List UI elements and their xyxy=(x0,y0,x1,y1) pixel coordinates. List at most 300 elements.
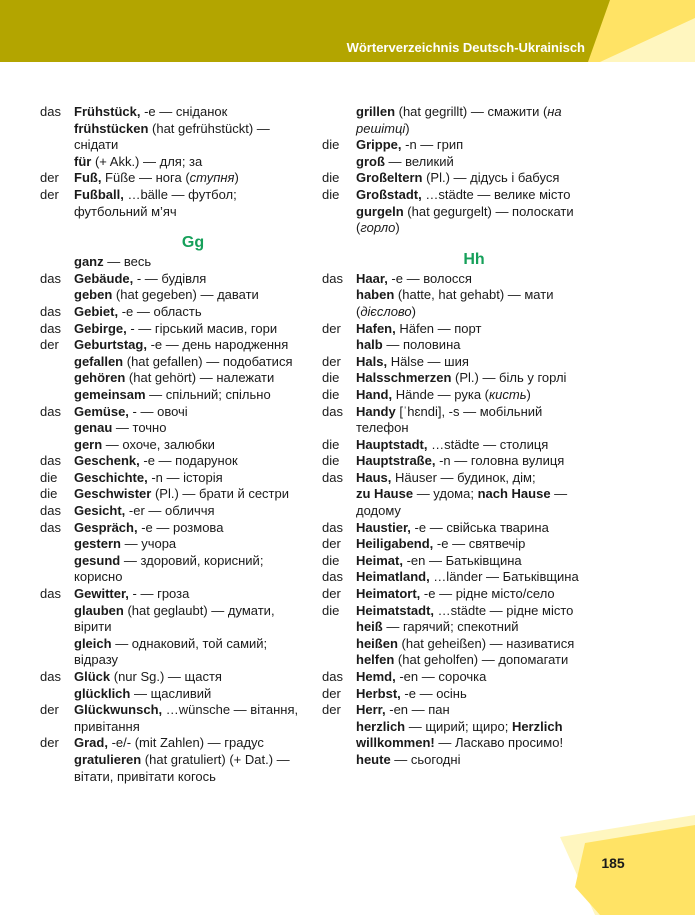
dictionary-entry xyxy=(322,619,592,636)
entry-headword: Heimatland, xyxy=(356,569,430,585)
entry-translation: — Ласкаво просимо! xyxy=(434,735,564,751)
entry-headword: für xyxy=(74,153,92,169)
dictionary-entry xyxy=(40,486,312,503)
entry-translation: (hat geglaubt) — думати, вірити xyxy=(74,602,275,635)
entry-article xyxy=(322,337,356,354)
dictionary-entry xyxy=(322,603,592,620)
dictionary-entry xyxy=(40,536,312,553)
dictionary-entry xyxy=(40,420,312,437)
entry-headword: Geschwister xyxy=(74,486,152,502)
entry-headword: herzlich xyxy=(356,718,406,734)
entry-headword: frühstücken xyxy=(74,120,149,136)
entry-article: das xyxy=(40,303,61,319)
dictionary-entry xyxy=(322,586,592,603)
dictionary-entry xyxy=(40,586,312,603)
dictionary-entry xyxy=(40,170,312,187)
entry-translation: (Pl.) — біль у горлі xyxy=(451,370,567,386)
dictionary-entry xyxy=(322,470,592,487)
entry-body xyxy=(356,520,592,537)
entry-translation: — великий xyxy=(384,153,454,169)
entry-article: der xyxy=(40,702,59,718)
dictionary-entry xyxy=(322,486,592,519)
entry-translation: -en — Батьківщина xyxy=(402,552,522,568)
entry-article xyxy=(322,486,356,519)
entry-headword: Glück xyxy=(74,669,111,684)
entry-note: дієслово xyxy=(360,303,412,319)
entry-body xyxy=(74,752,312,785)
entry-body xyxy=(74,287,312,304)
entry-article xyxy=(40,287,74,304)
entry-headword: Großstadt, xyxy=(356,186,422,202)
entry-body xyxy=(74,453,312,470)
entry-translation: - — гроза xyxy=(128,586,190,602)
entry-article: das xyxy=(322,469,343,485)
entry-article xyxy=(322,204,356,237)
entry-translation: -er — обличчя xyxy=(125,503,215,519)
entry-body xyxy=(356,137,592,154)
dictionary-entry xyxy=(322,437,592,454)
entry-article: der xyxy=(40,337,59,353)
entry-body xyxy=(356,719,592,752)
entry-article: die xyxy=(322,186,340,202)
entry-translation: -n — головна вулиця xyxy=(435,453,565,469)
footer-band xyxy=(0,815,695,915)
entry-translation: ) xyxy=(395,220,400,236)
entry-headword: Großeltern xyxy=(356,170,423,186)
entry-body xyxy=(356,702,592,719)
entry-body xyxy=(356,669,592,686)
entry-article xyxy=(322,619,356,636)
entry-headword: Gesicht, xyxy=(74,503,126,519)
entry-headword: glücklich xyxy=(74,685,131,701)
entry-headword: nach Hause xyxy=(477,486,551,502)
entry-translation: — весь xyxy=(103,254,152,270)
entry-article: die xyxy=(322,552,340,568)
entry-translation: -n — грип xyxy=(401,137,464,153)
entry-translation: …wünsche — вітання, привітання xyxy=(74,702,299,734)
entry-article: das xyxy=(40,503,61,519)
entry-headword: ganz xyxy=(74,254,104,270)
entry-article: die xyxy=(322,602,340,618)
entry-article xyxy=(322,752,356,769)
dictionary-entry xyxy=(40,337,312,354)
entry-body xyxy=(74,321,312,338)
entry-translation: (hat gegeben) — давати xyxy=(112,287,259,303)
entry-headword: Gewitter, xyxy=(74,586,129,602)
entry-body xyxy=(356,752,592,769)
entry-translation: — удома; xyxy=(413,486,478,502)
entry-body xyxy=(74,702,312,735)
entry-article xyxy=(40,254,74,271)
entry-body xyxy=(356,636,592,653)
dictionary-entry xyxy=(322,636,592,653)
entry-article: das xyxy=(40,320,61,336)
dictionary-entry xyxy=(40,503,312,520)
dictionary-entry xyxy=(40,271,312,288)
entry-headword: gleich xyxy=(74,635,112,651)
dictionary-entry xyxy=(322,170,592,187)
entry-translation: …länder — Батьківщина xyxy=(429,569,579,585)
entry-translation: -e — волосся xyxy=(387,270,472,286)
entry-note: на решітці xyxy=(356,104,562,136)
entry-body xyxy=(74,121,312,154)
entry-article: das xyxy=(40,669,61,684)
entry-headword: halb xyxy=(356,337,383,353)
dictionary-entry xyxy=(322,652,592,669)
entry-article: das xyxy=(40,519,61,535)
entry-translation: …bälle — футбол; футбольний м’яч xyxy=(74,186,237,219)
entry-article: das xyxy=(40,270,61,286)
dictionary-entry xyxy=(322,187,592,204)
entry-translation: -e — осінь xyxy=(400,685,467,701)
dictionary-entry xyxy=(322,669,592,686)
dictionary-entry xyxy=(322,104,592,137)
entry-body xyxy=(74,437,312,454)
entry-translation: — додому xyxy=(356,486,568,519)
entry-body xyxy=(74,187,312,220)
left-column xyxy=(40,104,312,785)
entry-translation: (nur Sg.) — щастя xyxy=(110,669,222,684)
entry-headword: Fuß, xyxy=(74,170,102,186)
entry-translation: (+ Akk.) — для; за xyxy=(91,153,203,169)
dictionary-entry xyxy=(40,154,312,171)
section-letter-heading: Gg xyxy=(181,234,205,252)
entry-article: die xyxy=(322,137,340,153)
entry-article: der xyxy=(322,320,341,336)
entry-article: der xyxy=(322,353,341,369)
entry-body xyxy=(356,569,592,586)
entry-body xyxy=(356,453,592,470)
entry-article: das xyxy=(322,569,343,585)
entry-article: der xyxy=(322,702,341,718)
entry-translation: Hände — рука ( xyxy=(392,386,489,402)
entry-body xyxy=(74,420,312,437)
entry-body xyxy=(74,520,312,537)
entry-translation: ) xyxy=(411,303,416,319)
entry-headword: Geschichte, xyxy=(74,469,148,485)
dictionary-entry xyxy=(40,304,312,321)
entry-headword: Herzlich willkommen! xyxy=(356,718,563,751)
entry-body xyxy=(356,204,592,237)
entry-article: die xyxy=(40,469,58,485)
entry-translation: (hat geholfen) — допомагати xyxy=(394,652,569,668)
dictionary-entry xyxy=(322,287,592,320)
dictionary-entry xyxy=(322,536,592,553)
entry-headword: gehören xyxy=(74,370,126,386)
entry-translation: (hat gefrühstückt) — снідати xyxy=(74,120,270,153)
dictionary-entry xyxy=(322,520,592,537)
entry-article: das xyxy=(322,403,343,419)
entry-article xyxy=(40,370,74,387)
entry-article: der xyxy=(40,186,59,202)
dictionary-entry xyxy=(322,569,592,586)
entry-translation: (hat gehört) — належати xyxy=(125,370,275,386)
dictionary-entry xyxy=(322,271,592,288)
entry-article xyxy=(40,553,74,586)
entry-headword: Gebäude, xyxy=(74,270,134,286)
entry-article xyxy=(40,686,74,703)
entry-article: die xyxy=(322,453,340,469)
entry-headword: gern xyxy=(74,436,103,452)
entry-headword: Halsschmerzen xyxy=(356,370,452,386)
dictionary-entry xyxy=(40,453,312,470)
dictionary-entry xyxy=(322,204,592,237)
entry-body xyxy=(74,486,312,503)
dictionary-entry xyxy=(40,553,312,586)
entry-article: das xyxy=(322,519,343,535)
entry-headword: Heimatort, xyxy=(356,586,421,602)
entry-article: das xyxy=(322,270,343,286)
dictionary-entry xyxy=(40,104,312,121)
entry-headword: Gebirge, xyxy=(74,320,127,336)
dictionary-entry xyxy=(40,187,312,220)
dictionary-entry xyxy=(40,387,312,404)
entry-headword: zu Hause xyxy=(356,486,414,502)
dictionary-entry xyxy=(322,453,592,470)
dictionary-entry xyxy=(322,321,592,338)
entry-translation: — учора xyxy=(120,536,177,552)
entry-translation: (hat gegurgelt) — полоскати ( xyxy=(356,203,574,236)
entry-article xyxy=(322,104,356,137)
entry-headword: genau xyxy=(74,420,113,436)
dictionary-entry xyxy=(322,404,592,437)
entry-body xyxy=(74,636,312,669)
entry-body xyxy=(356,404,592,437)
entry-translation: (hatte, hat gehabt) — мати ( xyxy=(356,287,554,319)
entry-headword: Gemüse, xyxy=(74,403,129,419)
entry-headword: heißen xyxy=(356,635,398,651)
entry-article: die xyxy=(322,170,340,186)
entry-body xyxy=(356,437,592,454)
dictionary-entry xyxy=(322,137,592,154)
dictionary-entry xyxy=(322,387,592,404)
entry-body xyxy=(74,104,312,121)
entry-article: das xyxy=(40,453,61,469)
entry-headword: glauben xyxy=(74,602,124,618)
entry-body xyxy=(74,354,312,371)
entry-headword: Haus, xyxy=(356,469,392,485)
entry-body xyxy=(356,536,592,553)
entry-article xyxy=(40,752,74,785)
entry-body xyxy=(356,370,592,387)
entry-article: der xyxy=(322,586,341,602)
entry-headword: helfen xyxy=(356,652,395,668)
entry-article: das xyxy=(40,104,61,119)
entry-body xyxy=(74,304,312,321)
entry-article: das xyxy=(40,586,61,602)
right-column xyxy=(322,104,592,769)
entry-article: das xyxy=(40,403,61,419)
entry-translation: …städte — велике місто xyxy=(421,186,571,202)
entry-body xyxy=(356,686,592,703)
entry-body xyxy=(356,354,592,371)
entry-body xyxy=(74,586,312,603)
entry-body xyxy=(74,503,312,520)
entry-body xyxy=(356,287,592,320)
entry-headword: Handy xyxy=(356,403,396,419)
entry-note: ступня xyxy=(189,170,235,186)
entry-body xyxy=(74,603,312,636)
dictionary-entry xyxy=(40,404,312,421)
entry-translation: …städte — рідне місто xyxy=(434,602,574,618)
entry-body xyxy=(74,387,312,404)
entry-article: das xyxy=(322,669,343,684)
entry-headword: Hand, xyxy=(356,386,393,402)
entry-article: der xyxy=(40,735,59,751)
entry-translation: Hälse — шия xyxy=(387,353,469,369)
entry-body xyxy=(356,104,592,137)
dictionary-entry xyxy=(40,370,312,387)
entry-translation: ) xyxy=(405,120,410,136)
entry-article xyxy=(40,121,74,154)
entry-headword: Haar, xyxy=(356,270,388,286)
entry-translation: Häuser — будинок, дім; xyxy=(391,469,536,485)
entry-body xyxy=(356,170,592,187)
dictionary-entry xyxy=(40,321,312,338)
entry-headword: heiß xyxy=(356,619,383,635)
section-letter-heading: Hh xyxy=(463,250,485,268)
entry-headword: groß xyxy=(356,153,385,169)
entry-translation: — щирий; щиро; xyxy=(405,718,512,734)
entry-article xyxy=(40,636,74,669)
entry-body xyxy=(74,470,312,487)
entry-body xyxy=(74,154,312,171)
entry-body xyxy=(356,652,592,669)
entry-headword: heute xyxy=(356,751,391,767)
entry-body xyxy=(356,470,592,487)
entry-translation: - — гірський масив, гори xyxy=(126,320,278,336)
dictionary-entry xyxy=(40,520,312,537)
entry-article xyxy=(40,154,74,171)
entry-translation: [ˈhɛndi], -s — мобільний телефон xyxy=(356,403,543,436)
entry-translation: — гарячий; спекотний xyxy=(382,619,519,635)
entry-headword: Hauptstraße, xyxy=(356,453,436,469)
entry-translation: (hat gefallen) — подобатися xyxy=(123,353,293,369)
entry-translation: Füße — нога ( xyxy=(101,170,190,186)
entry-headword: Geschenk, xyxy=(74,453,140,469)
entry-body xyxy=(74,370,312,387)
entry-headword: Fußball, xyxy=(74,186,124,202)
entry-translation: -e — розмова xyxy=(137,519,224,535)
entry-translation: -e — день народження xyxy=(146,337,289,353)
entry-body xyxy=(74,735,312,752)
entry-translation: -en — пан xyxy=(385,702,450,718)
entry-body xyxy=(356,619,592,636)
entry-translation: …städte — столиця xyxy=(427,436,549,452)
entry-body xyxy=(74,170,312,187)
entry-body xyxy=(356,187,592,204)
entry-body xyxy=(74,271,312,288)
entry-headword: Haustier, xyxy=(356,519,411,535)
entry-translation: — щасливий xyxy=(130,685,212,701)
dictionary-entry xyxy=(40,437,312,454)
dictionary-entry xyxy=(40,702,312,735)
entry-translation: (Pl.) — дідусь і бабуся xyxy=(422,170,560,186)
entry-translation: (hat gratuliert) (+ Dat.) — вітати, привітати когось xyxy=(74,751,290,784)
entry-article: die xyxy=(322,386,340,402)
entry-body xyxy=(356,321,592,338)
dictionary-entry xyxy=(322,337,592,354)
entry-article xyxy=(40,536,74,553)
dictionary-entry xyxy=(322,752,592,769)
dictionary-entry xyxy=(322,686,592,703)
entry-article xyxy=(40,387,74,404)
entry-article: der xyxy=(322,536,341,552)
entry-translation: ) xyxy=(234,170,239,186)
entry-body xyxy=(356,553,592,570)
dictionary-entry xyxy=(40,686,312,703)
entry-article: die xyxy=(322,436,340,452)
entry-article xyxy=(322,652,356,669)
entry-headword: gemeinsam xyxy=(74,386,146,402)
page-header-title: Wörterverzeichnis Deutsch-Ukrainisch xyxy=(346,40,585,55)
entry-headword: gratulieren xyxy=(74,751,142,767)
entry-body xyxy=(74,553,312,586)
entry-article: die xyxy=(322,370,340,386)
entry-translation: -n — історія xyxy=(147,469,223,485)
entry-translation: — спільний; спільно xyxy=(145,386,271,402)
entry-headword: Frühstück, xyxy=(74,104,141,119)
dictionary-entry xyxy=(322,702,592,719)
entry-body xyxy=(74,337,312,354)
entry-body xyxy=(356,486,592,519)
entry-translation: ) xyxy=(526,386,531,402)
dictionary-entry xyxy=(322,719,592,752)
entry-translation: -e — сніданок xyxy=(140,104,228,119)
entry-headword: gefallen xyxy=(74,353,124,369)
dictionary-entry xyxy=(322,370,592,387)
entry-headword: Heimat, xyxy=(356,552,403,568)
entry-translation: (hat gegrillt) — смажити ( xyxy=(395,104,548,119)
entry-body xyxy=(356,603,592,620)
dictionary-entry xyxy=(322,154,592,171)
entry-body xyxy=(356,271,592,288)
entry-translation: (Pl.) — брати й сестри xyxy=(151,486,289,502)
entry-headword: Grad, xyxy=(74,735,108,751)
dictionary-entry xyxy=(40,735,312,752)
entry-headword: gurgeln xyxy=(356,203,404,219)
entry-translation: — сьогодні xyxy=(390,751,461,767)
dictionary-entry xyxy=(322,553,592,570)
dictionary-entry xyxy=(40,636,312,669)
dictionary-entry xyxy=(40,287,312,304)
entry-translation: (hat geheißen) — називатися xyxy=(397,635,575,651)
entry-article xyxy=(322,154,356,171)
entry-translation: — здоровий, корисний; корисно xyxy=(74,552,264,585)
entry-translation: -e/- (mit Zahlen) — градус xyxy=(107,735,264,751)
entry-article: der xyxy=(40,170,59,186)
entry-translation: - — овочі xyxy=(128,403,188,419)
entry-headword: Herr, xyxy=(356,702,386,718)
entry-headword: Grippe, xyxy=(356,137,402,153)
entry-translation: — охоче, залюбки xyxy=(102,436,215,452)
entry-headword: Hemd, xyxy=(356,669,396,684)
entry-headword: Geburtstag, xyxy=(74,337,147,353)
entry-translation: -e — святвечір xyxy=(433,536,526,552)
entry-article: die xyxy=(40,486,58,502)
entry-headword: Glückwunsch, xyxy=(74,702,163,718)
entry-headword: Hals, xyxy=(356,353,388,369)
entry-headword: Gebiet, xyxy=(74,303,119,319)
entry-headword: grillen xyxy=(356,104,396,119)
entry-note: горло xyxy=(360,220,396,236)
entry-translation: — точно xyxy=(112,420,167,436)
entry-headword: Hauptstadt, xyxy=(356,436,428,452)
entry-article xyxy=(40,420,74,437)
entry-body xyxy=(74,404,312,421)
section-gap xyxy=(322,237,592,249)
entry-translation: -en — сорочка xyxy=(395,669,487,684)
